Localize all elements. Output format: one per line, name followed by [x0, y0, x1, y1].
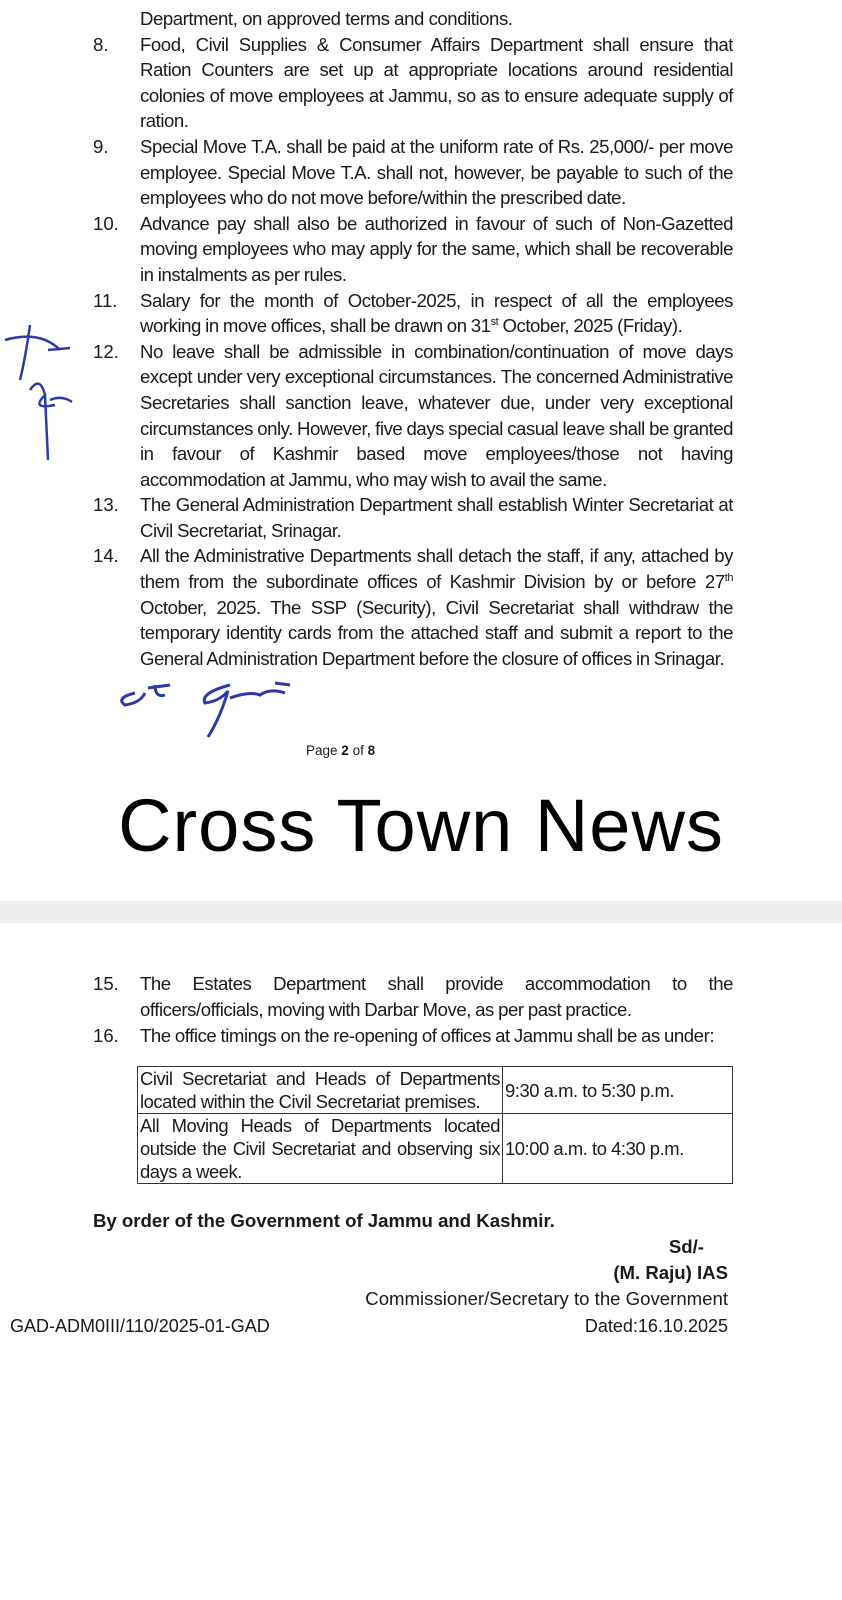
- item-text: No leave shall be admissible in combination/continuation of move days except under very exceptional circumstances. The concerned Administrative Secretaries shall sanction leave, whatever due, under very exceptional circumstances only. However, five days special casual leave shall be granted in favour of Kashmir based move employees/those not having accommodation at Jammu, who may wish to avail the same.: [140, 340, 733, 490]
- reference-row: [10, 1314, 728, 1338]
- page-label: Page: [306, 743, 338, 759]
- page-separator: [0, 901, 842, 923]
- timing-cell: 9:30 a.m. to 5:30 p.m.: [503, 1067, 733, 1114]
- handwritten-initials: [0, 320, 88, 460]
- list-item-10: [93, 211, 733, 288]
- ordinal-suffix: th: [724, 571, 733, 584]
- item-number: 8.: [93, 33, 109, 55]
- list-item-8: [93, 32, 733, 134]
- item-text: Food, Civil Supplies & Consumer Affairs Department shall ensure that Ration Counters are set up at appropriate locations around residential colonies of move employees at Jammu, so as to ensure adequate supply of ration.: [140, 33, 733, 132]
- item-text-part: October, 2025. The SSP (Security), Civil Secretariat shall withdraw the temporary identity cards from the attached staff and submit a report to the General Administration Department before the closure of offices in Srinagar.: [140, 596, 733, 669]
- office-timings-table: [137, 1066, 733, 1184]
- offices-cell: All Moving Heads of Departments located outside the Civil Secretariat and observing six days a week.: [138, 1114, 503, 1184]
- list-item-16: [93, 1023, 733, 1049]
- list-item-11: [93, 288, 733, 339]
- order-line: By order of the Government of Jammu and Kashmir.: [93, 1210, 555, 1232]
- list-item-13: [93, 492, 733, 543]
- item-number: 15.: [93, 973, 119, 995]
- lead-in-text: Department, on approved terms and conditions.: [140, 8, 513, 29]
- item-number: 14.: [93, 545, 119, 567]
- item-text: The office timings on the re-opening of offices at Jammu shall be as under:: [140, 1024, 715, 1046]
- page-total: 8: [367, 743, 376, 759]
- item-text: Advance pay shall also be authorized in favour of such of Non-Gazetted moving employees who may apply for the same, which shall be recoverable in instalments as per rules.: [140, 212, 733, 285]
- page-of: of: [352, 743, 364, 759]
- ordinal-suffix: st: [490, 315, 499, 328]
- numbered-list: [93, 32, 733, 672]
- offices-cell: Civil Secretariat and Heads of Departments located within the Civil Secretariat premises.: [138, 1067, 503, 1114]
- item-number: 13.: [93, 494, 119, 516]
- signature-area: [0, 671, 842, 741]
- numbered-list-continued: [93, 971, 733, 1048]
- signatory-designation: Commissioner/Secretary to the Government: [365, 1288, 728, 1310]
- item-number: 12.: [93, 340, 119, 362]
- list-item-12: [93, 339, 733, 493]
- item-text: The Estates Department shall provide accommodation to the officers/officials, moving with Darbar Move, as per past practice.: [140, 973, 733, 1021]
- signatory-name: (M. Raju) IAS: [613, 1262, 728, 1284]
- page-current: 2: [341, 743, 349, 759]
- item-number: 11.: [93, 289, 118, 311]
- item-text: [140, 543, 733, 671]
- handwritten-signature: [110, 673, 310, 739]
- date-line: Dated:16.10.2025: [584, 1316, 728, 1337]
- item-text: The General Administration Department shall establish Winter Secretariat at Civil Secretariat, Srinagar.: [140, 494, 733, 541]
- item-text-part: All the Administrative Departments shall detach the staff, if any, attached by them from the subordinate offices of Kashmir Division by or before 27: [140, 545, 733, 593]
- item-text: [140, 288, 733, 339]
- item-text-part: Salary for the month of October-2025, in respect of all the employees working in move offices, shall be drawn on 31: [140, 289, 733, 337]
- item-number: 10.: [93, 212, 119, 234]
- table-row: [138, 1067, 733, 1114]
- reference-number: GAD-ADM0III/110/2025-01-GAD: [10, 1316, 270, 1337]
- timing-cell: 10:00 a.m. to 4:30 p.m.: [503, 1114, 733, 1184]
- signed-mark: Sd/-: [668, 1236, 704, 1258]
- list-item-15: [93, 971, 733, 1022]
- watermark-text: Cross Town News: [118, 784, 724, 868]
- list-item-9: [93, 134, 733, 211]
- page-number: [306, 741, 842, 761]
- table-row: [138, 1114, 733, 1184]
- item-number: 9.: [93, 135, 109, 157]
- item-number: 16.: [93, 1024, 119, 1046]
- list-item-14: [93, 543, 733, 671]
- item-text-part: October, 2025 (Friday).: [498, 315, 683, 337]
- watermark-area: [0, 761, 842, 891]
- document-page-2: [0, 923, 842, 1342]
- item-text: Special Move T.A. shall be paid at the uniform rate of Rs. 25,000/- per move employee. Special Move T.A. shall not, however, be payable to such of the employees who do not move before/within the prescribed date.: [140, 135, 733, 209]
